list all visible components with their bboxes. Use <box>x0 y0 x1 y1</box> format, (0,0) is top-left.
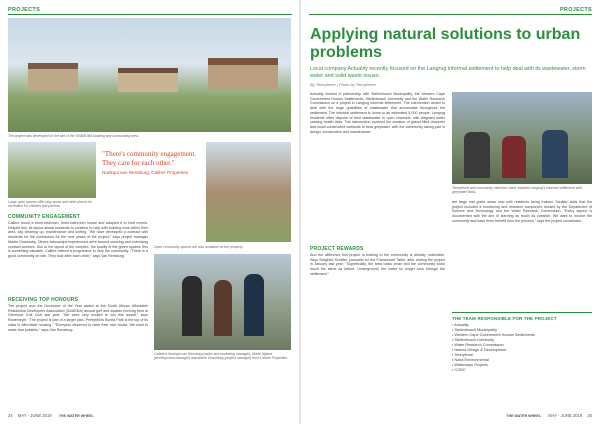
folio-right <box>506 413 592 418</box>
team-list-item: • Nuba Environmental <box>452 358 489 362</box>
pull-quote: "There's community engagement. They care for each other." <box>102 150 197 167</box>
house-shape <box>28 63 78 91</box>
body-community: Calibre found a three-bedroom, three-bathroom house and adapted it to host events. Despite this, its layout allows residents to continue to help with building work within their area, say cleaning up, maintenance and sorting. "We have developed a contract with residents for the contractors for the next phase of the project," says project manager Martin Grauhweg. Others fellowships experienced were around sourcing and exercising contract workers. Due to the layout of the complex, the quality of the green spaces, this is something valuable. Calibre offered a programme to help the community. "There is a good community on site. They look after each other," says Van Rensburg. <box>8 221 148 258</box>
folio-left <box>8 413 94 418</box>
person-figure <box>502 136 526 178</box>
body-award: The project won the Developer of the Year award at the South African Affordable Residential Developers Association (SAARDA) annual golf and awards evening held at Glenhove Golf Club last year. "We were very excited to win this award," says Rademeyer. "The project is part of a larger plan. Prettyfield's Bonita Park is the top of its class in affordable housing." "Everyone deserves to have their own house. We want to make that possible," says Van Rensburg. <box>8 304 148 332</box>
tag-rule-right <box>309 14 592 15</box>
house-shape <box>208 58 278 90</box>
team-heading: THE TEAM RESPONSIBLE FOR THE PROJECT <box>452 316 557 321</box>
person-figure <box>214 280 232 336</box>
byline: By Tennyferne | Photo by Tennyferne <box>310 82 376 87</box>
page-gutter <box>299 0 301 424</box>
housing-photo-top <box>8 18 291 132</box>
team-list-item: • Western Cape Government Human Settlements <box>452 333 535 337</box>
team-list-item: • Waterways Projects <box>452 363 488 367</box>
team-list-item: • CORC <box>452 368 466 372</box>
building-photo <box>206 142 291 242</box>
page-number-right: 25 <box>587 413 592 418</box>
pull-quote-author: Nonkqui van Rensburg, Calibre Properties <box>102 170 189 175</box>
photo-caption-bottom: Calibre's Nonkqui van Rensburg (sales and marketing manager), Marlé Nijland (development manager) and Martin Grauhweg (project manager) from Calibre Properties. <box>154 352 288 361</box>
issue-date-left: MAY - JUNE 2019 <box>17 413 52 418</box>
tag-rule-left <box>8 14 292 15</box>
person-figure <box>244 274 264 336</box>
settlement-photo <box>452 92 592 184</box>
person-figure <box>182 276 202 336</box>
body-results: And the difference this project is making to the community is already noticeable. Says Siegfried Schäfer, journalist for the Franschoek Tatler, after visiting the project in January last year: "Superficially, the area looks clean and the community looks much the same as before. Underground, the water no longer runs through the settlement." <box>310 253 445 276</box>
photo-caption-mid: Open community spaces are also available on the property. <box>154 245 244 249</box>
issue-date-right: MAY - JUNE 2019 <box>548 413 583 418</box>
team-list-item: • Stellenbosch Municipality <box>452 328 498 332</box>
playground-photo <box>8 142 96 198</box>
photo-caption-top: The project was developed on the site of the SEAMOBA building and surrounding area. <box>8 134 139 138</box>
brand-left: THE WATER WHEEL <box>58 414 94 418</box>
team-list-item: • Actuality <box>452 323 469 327</box>
page-number-left: 24 <box>8 413 13 418</box>
team-list-item: • Stellenbosch University <box>452 338 494 342</box>
photo-caption-small: Large open spaces offer play areas and other places for recreation for children and parents. <box>8 200 93 209</box>
team-list-item: • Water Research Commission <box>452 343 504 347</box>
body-col1: Actuality worked in partnership with Stellenbosch Municipality, the Western Cape Government Human Settlements, Stellenbosch University and the Water Research Commission on a project in Langrug informal settlement. The intervention aimed to deal with the large quantities of wastewater that accumulate throughout the settlement. The informal settlement is home to an estimated 5 000 people. Langrug residents often dispose of their wastewater in open channels, with stagnant water causing health risks. The intervention involved the creation of gravel-filled channels and small constructed wetlands to treat greywater, with the community taking part in design, construction and maintenance. <box>310 92 445 134</box>
heading-community: COMMUNITY ENGAGEMENT <box>8 214 80 220</box>
brand-right: THE WATER WHEEL <box>506 414 542 418</box>
heading-results: PROJECT REWARDS <box>310 246 364 252</box>
photo-caption-right: Tennyferne and community members have installed Langrug's informal settlement with greywater flows. <box>452 186 582 195</box>
heading-award: RECEIVING TOP HONOURS <box>8 297 79 303</box>
house-shape <box>118 68 178 92</box>
section-tag-left: PROJECTS <box>8 7 41 13</box>
team-list-item: • Tennyferne <box>452 353 474 357</box>
team-list <box>452 323 592 373</box>
body-col2: are large mid grass areas now with residents being trained. Schäfer adds that the project included a monitoring and research component funded by the Department of Science and Technology and the Water Research Commission. "Every aspect is documented with the aim of learning as much as possible. We want to involve the community and have them benefit from the process," says the project coordinator. <box>452 200 592 223</box>
article-title: Applying natural solutions to urban problems <box>310 26 581 61</box>
person-figure <box>542 130 568 178</box>
team-list-item: • Isidima Design & Development <box>452 348 507 352</box>
section-tag-right: PROJECTS <box>559 7 592 13</box>
person-figure <box>464 132 490 178</box>
team-photo <box>154 254 291 350</box>
standfirst: Local company Actuality recently focused on the Langrug informal settlement to help deal with its wastewater, storm water and solid waste issues. <box>310 66 586 79</box>
team-box <box>452 312 592 406</box>
